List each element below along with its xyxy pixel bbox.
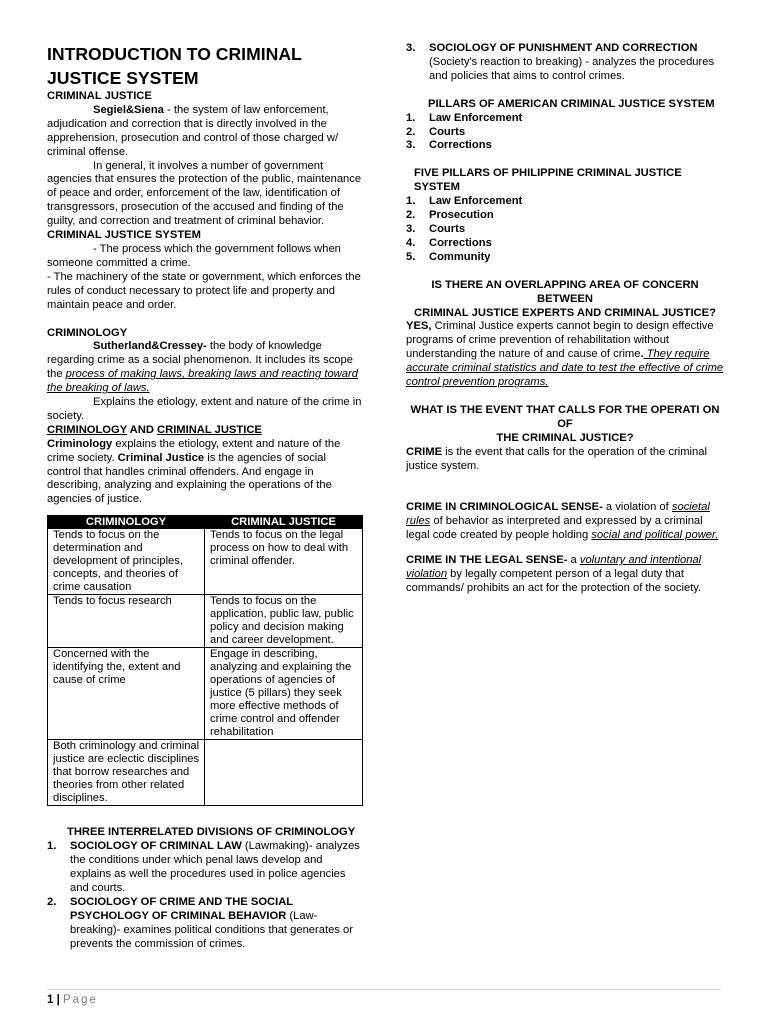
list-item: 1. Law Enforcement xyxy=(406,195,523,208)
table-row xyxy=(48,648,363,740)
criminology-heading: CRIMINOLOGY xyxy=(47,326,128,339)
legal-sense-definition: CRIME IN THE LEGAL SENSE- a voluntary and intentional violation by legally competent person of a legal duty that commands/ prohibits an act for the protection of the society. xyxy=(406,554,702,594)
comparison-table xyxy=(47,515,363,806)
criminal-justice-heading: CRIMINAL JUSTICE xyxy=(47,90,152,102)
criminal-justice-general: In general, it involves a number of government agencies that ensures the protection of the public, maintenance of peace and order, enforcement of the law, identification of transgressors, prosecution of the accused and finding of the guilty, and correction and treatment of criminal behavior. xyxy=(47,159,362,228)
list-item: 2. Courts xyxy=(406,125,466,138)
table-cell: Concerned with the identifying the, extent and cause of crime xyxy=(48,648,205,740)
list-item: 5. Community xyxy=(406,250,491,263)
footer-separator: | xyxy=(53,994,64,1006)
list-item: 1. Law Enforcement xyxy=(406,111,523,124)
list-item: 3. Corrections xyxy=(406,139,492,152)
table-row xyxy=(48,529,363,595)
list-item: 4. Corrections xyxy=(406,236,492,249)
criminal-justice-definition: Segiel&Siena - the system of law enforcement, adjudication and correction that is directly involved in the apprehension, prosecution and control of those charged w/ criminal offense. xyxy=(47,103,339,158)
table-header: CRIMINOLOGY xyxy=(48,516,205,529)
list-item: 2. SOCIOLOGY OF CRIME AND THE SOCIAL PSYCHOLOGY OF CRIMINAL BEHAVIOR (Law-breaking)- examines political conditions that generates or prevents the commission of crimes. xyxy=(47,895,353,950)
divisions-list xyxy=(47,840,362,951)
american-pillars-heading: PILLARS OF AMERICAN CRIMINAL JUSTICE SYSTEM xyxy=(428,97,715,110)
table-cell: Tends to focus on the application, public law, public policy and decision making and career development. xyxy=(205,595,363,648)
table-cell: Both criminology and criminal justice are eclectic disciplines that borrow researches and theories from other related disciplines. xyxy=(48,740,205,806)
comparison-heading: CRIMINOLOGY AND CRIMINAL JUSTICE xyxy=(47,423,262,436)
table-header-row xyxy=(48,516,363,529)
table-cell: Tends to focus research xyxy=(48,595,205,648)
criminological-sense-definition: CRIME IN CRIMINOLOGICAL SENSE- a violation of societal rules of behavior as interpreted and expressed by a criminal legal code created by people holding social and political power. xyxy=(406,501,719,542)
list-item: 2. Prosecution xyxy=(406,209,494,222)
divisions-heading: THREE INTERRELATED DIVISIONS OF CRIMINOLOGY xyxy=(67,826,356,839)
event-answer: CRIME is the event that calls for the operation of the criminal justice system. xyxy=(406,445,707,472)
list-item: 1. SOCIOLOGY OF CRIMINAL LAW (Lawmaking)- analyzes the conditions under which penal laws develop and explains as well the procedures used in police agencies and courts. xyxy=(47,840,360,894)
american-pillars-list xyxy=(406,112,724,154)
table-row xyxy=(48,740,363,806)
criminology-explains: Explains the etiology, extent and nature of the crime in society. xyxy=(47,396,362,422)
list-item: 3. Courts xyxy=(406,222,466,235)
comparison-text: Criminology explains the etiology, extent and nature of the crime society. Criminal Justice is the agencies of social control that handles criminal offenders. And engage in describing, analyzing and explaining the operations of the agencies of justice. xyxy=(47,437,341,506)
title-line-2: JUSTICE SYSTEM xyxy=(47,68,199,88)
left-column xyxy=(47,0,362,951)
overlap-answer: YES, Criminal Justice experts cannot begin to design effective programs of crime prevention of rehabilitation without understanding the nature of and cause of crime. They require accurate criminal statistics and date to test the effective of crime control prevention programs. xyxy=(406,320,724,389)
table-cell: Tends to focus on the determination and development of principles, concepts, and theories of crime causation xyxy=(48,529,205,595)
page-footer xyxy=(47,989,721,1008)
philippine-pillars-list xyxy=(406,195,724,265)
document-title xyxy=(47,42,362,90)
page-number: 1 xyxy=(47,994,54,1006)
event-question-line-2: THE CRIMINAL JUSTICE? xyxy=(496,431,634,444)
table-cell xyxy=(205,740,363,806)
cjs-machinery: - The machinery of the state or government, which enforces the rules of conduct necessary to protect life and property and maintain peace and order. xyxy=(47,270,361,311)
table-cell: Tends to focus on the legal process on how to deal with criminal offender. xyxy=(205,529,363,595)
overlap-question-line-2: CRIMINAL JUSTICE EXPERTS AND CRIMINAL JUSTICE? xyxy=(414,306,716,319)
event-question-line-1: WHAT IS THE EVENT THAT CALLS FOR THE OPERATI ON OF xyxy=(410,403,720,430)
page-label: Page xyxy=(63,994,98,1006)
philippine-pillars-heading: FIVE PILLARS OF PHILIPPINE CRIMINAL JUSTICE SYSTEM xyxy=(414,167,682,194)
table-cell: Engage in describing, analyzing and explaining the operations of agencies of justice (5 pillars) they seek more effective methods of crime control and offender rehabilitation xyxy=(205,648,363,740)
divisions-list-continued xyxy=(406,42,724,84)
table-row xyxy=(48,595,363,648)
table-header: CRIMINAL JUSTICE xyxy=(205,516,363,529)
cjs-heading: CRIMINAL JUSTICE SYSTEM xyxy=(47,229,201,242)
title-line-1: INTRODUCTION TO CRIMINAL xyxy=(47,44,302,64)
overlap-question-line-1: IS THERE AN OVERLAPPING AREA OF CONCERN BETWEEN xyxy=(431,278,699,305)
cjs-process: - The process which the government follows when someone committed a crime. xyxy=(47,242,341,269)
right-column xyxy=(406,0,724,596)
list-item: 3. SOCIOLOGY OF PUNISHMENT AND CORRECTION (Society's reaction to breaking) - analyzes the procedures and policies that aims to control crimes. xyxy=(406,42,715,82)
criminology-definition: Sutherland&Cressey- the body of knowledge regarding crime as a social phenomenon. It includes its scope the process of making laws, breaking laws and reacting toward the breaking of laws. xyxy=(47,340,358,395)
